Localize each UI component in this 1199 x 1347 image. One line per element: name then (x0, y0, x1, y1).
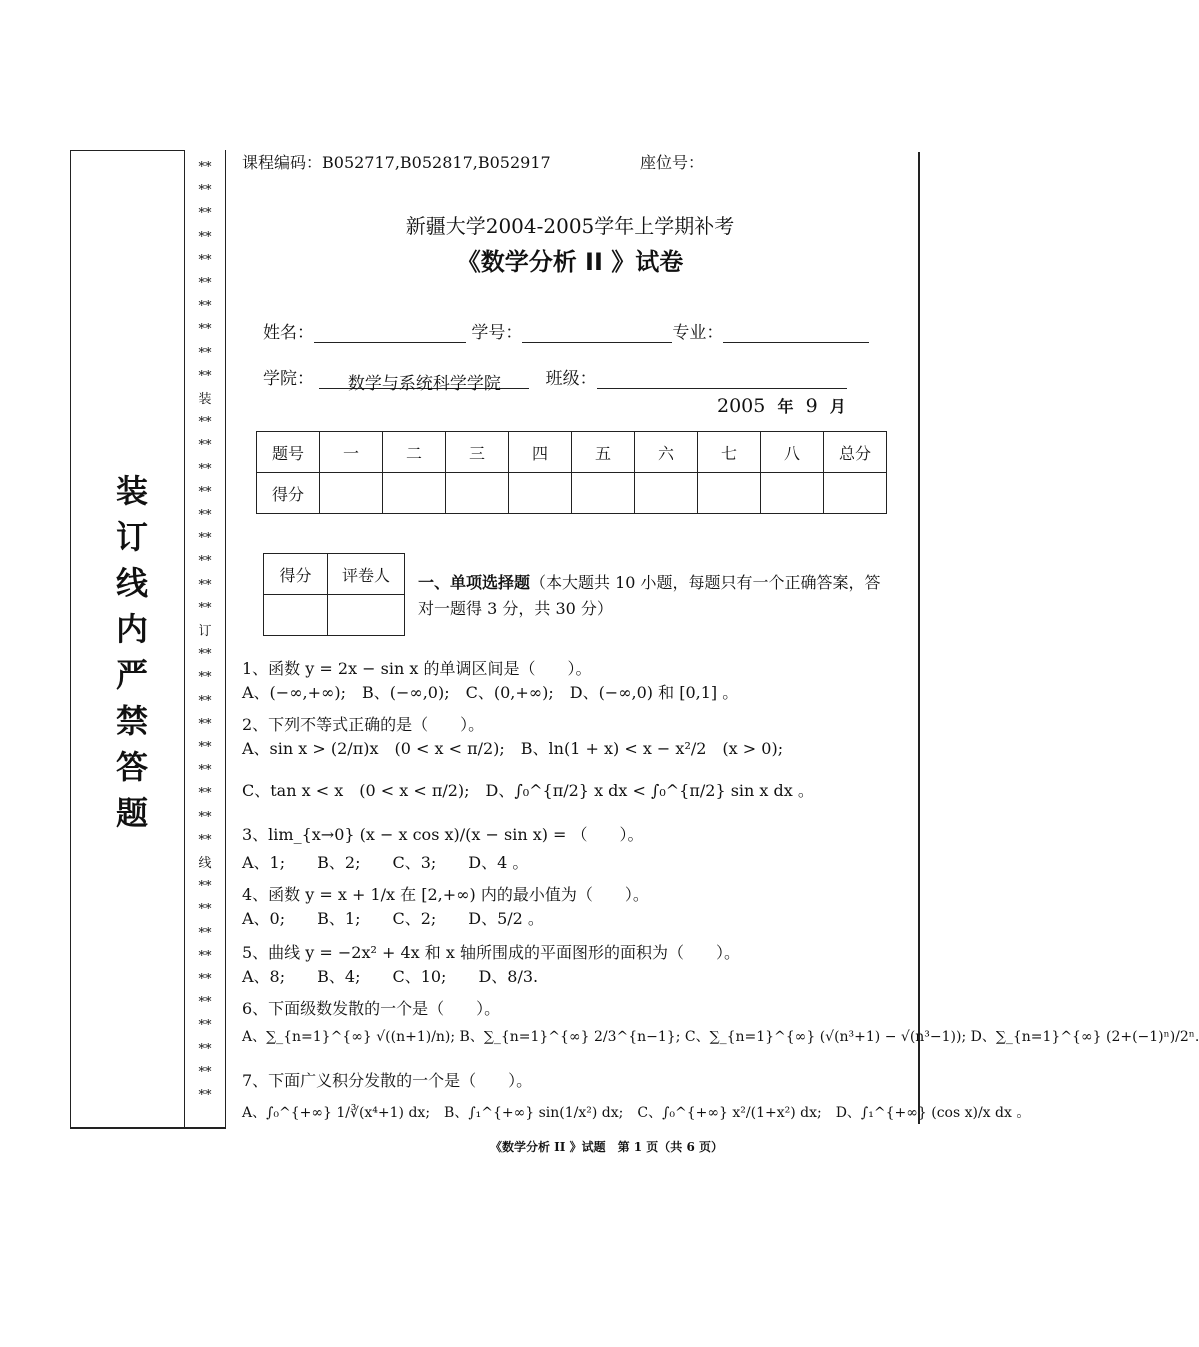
section-1-description: （本大题共 10 小题，每题只有一个正确答案，答对一题得 3 分，共 30 分） (418, 573, 881, 618)
binding-notice (110, 468, 154, 836)
score-table-cell: 五 (572, 432, 635, 473)
binding-mark: ** (198, 508, 212, 523)
score-cell[interactable] (698, 473, 761, 514)
binding-mark: ** (198, 1088, 212, 1103)
binding-mark: ** (198, 322, 212, 338)
score-cell[interactable] (824, 473, 887, 514)
exam-title: 《数学分析 II 》试卷 (456, 248, 684, 276)
score-table-cell: 二 (383, 432, 446, 473)
binding-mark: 装 (198, 392, 212, 407)
month-value: 9 (805, 395, 818, 417)
grader-score-cell[interactable] (264, 595, 328, 636)
major-label: 专业： (672, 323, 724, 343)
question-3-options: A、1; B、2; C、3; D、4 。 (242, 853, 529, 872)
binding-mark: ** (198, 438, 212, 454)
binding-mark: ** (198, 229, 212, 245)
year-value: 2005 (717, 395, 766, 417)
question-2: 2、下列不等式正确的是（ ）。 (242, 715, 485, 734)
class-field[interactable] (597, 369, 847, 389)
grader-name-cell[interactable] (328, 595, 405, 636)
binding-mark: ** (198, 647, 212, 663)
binding-mark: ** (198, 345, 212, 361)
binding-mark: ** (198, 252, 212, 268)
score-cell[interactable] (761, 473, 824, 514)
question-7: 7、下面广义积分发散的一个是（ ）。 (242, 1071, 533, 1090)
question-6: 6、下面级数发散的一个是（ ）。 (242, 999, 501, 1018)
binding-mark: ** (198, 879, 212, 895)
binding-mark: ** (198, 1064, 212, 1080)
binding-mark: ** (198, 531, 212, 547)
binding-mark: ** (198, 484, 212, 500)
college-label: 学院： (263, 369, 314, 389)
student-id-label: 学号： (471, 323, 523, 343)
notice-char: 装 (115, 472, 148, 510)
score-table-score-row (257, 473, 887, 514)
binding-mark: ** (198, 160, 212, 175)
course-code: 课程编码：B052717,B052817,B052917 (242, 153, 551, 172)
question-4-options: A、0; B、1; C、2; D、5/2 。 (242, 909, 544, 928)
binding-mark: ** (198, 832, 212, 848)
binding-mark: ** (198, 1018, 212, 1034)
question-1: 1、函数 y = 2x − sin x 的单调区间是（ ）。 (242, 659, 592, 678)
notice-char: 订 (115, 518, 148, 556)
college-field[interactable] (319, 369, 529, 394)
score-table-cell: 三 (446, 432, 509, 473)
exam-date (717, 394, 846, 417)
question-3: 3、lim_{x→0} (x − x cos x)/(x − sin x) = （ ）。 (242, 825, 644, 844)
binding-mark: ** (198, 577, 212, 593)
binding-mark: ** (198, 600, 212, 616)
question-2-options-ab: A、sin x > (2/π)x (0 < x < π/2); B、ln(1 + x) < x − x²/2 (x > 0); (242, 739, 784, 758)
binding-mark: ** (198, 902, 212, 918)
score-cell[interactable] (572, 473, 635, 514)
score-cell[interactable] (446, 473, 509, 514)
score-table-cell: 题号 (257, 432, 320, 473)
year-unit: 年 (777, 397, 794, 416)
page-footer: 《数学分析 II 》试题 第 1 页（共 6 页） (490, 1140, 723, 1154)
score-table (256, 431, 887, 514)
grader-name-header: 评卷人 (328, 554, 405, 595)
notice-char: 内 (115, 610, 148, 648)
binding-mark: ** (198, 740, 212, 755)
binding-mark: ** (198, 693, 212, 709)
score-table-cell: 总分 (824, 432, 887, 473)
binding-mark: ** (198, 670, 212, 686)
binding-mark: ** (198, 948, 212, 964)
binding-mark: ** (198, 716, 212, 732)
grader-table (263, 553, 405, 636)
binding-marks-column (184, 150, 226, 1128)
score-cell[interactable] (509, 473, 572, 514)
notice-char: 题 (115, 794, 148, 832)
question-6-options: A、∑_{n=1}^{∞} √((n+1)/n); B、∑_{n=1}^{∞} 2/3^{n−1}; C、∑_{n=1}^{∞} (√(n³+1) − √(n³−1)); D、∑_{n=1}^{∞} (2+(−1)ⁿ)/2ⁿ. (242, 1029, 1199, 1045)
college-value: 数学与系统科学学院 (347, 374, 501, 394)
seat-number-label: 座位号： (640, 153, 705, 172)
university-title: 新疆大学2004-2005学年上学期补考 (405, 214, 735, 238)
student-id-field[interactable] (522, 323, 672, 343)
binding-mark: ** (198, 299, 212, 315)
score-table-cell: 四 (509, 432, 572, 473)
month-unit: 月 (829, 397, 846, 416)
question-2-options-cd: C、tan x < x (0 < x < π/2); D、∫₀^{π/2} x dx < ∫₀^{π/2} sin x dx 。 (242, 781, 814, 800)
binding-bottom-rule (70, 1127, 226, 1129)
score-cell[interactable] (320, 473, 383, 514)
major-field[interactable] (723, 323, 869, 343)
score-table-cell: 一 (320, 432, 383, 473)
score-row-label: 得分 (257, 473, 320, 514)
right-margin-rule (918, 152, 920, 1124)
question-7-options: A、∫₀^{+∞} 1/∛(x⁴+1) dx; B、∫₁^{+∞} sin(1/x²) dx; C、∫₀^{+∞} x²/(1+x²) dx; D、∫₁^{+∞} (cos x)/x dx 。 (242, 1105, 1031, 1121)
question-5: 5、曲线 y = −2x² + 4x 和 x 轴所围成的平面图形的面积为（ ）。 (242, 943, 740, 962)
question-4: 4、函数 y = x + 1/x 在 [2,+∞) 内的最小值为（ ）。 (242, 885, 649, 904)
binding-mark: ** (198, 995, 212, 1011)
binding-mark: ** (198, 554, 212, 570)
binding-mark: ** (198, 925, 212, 941)
notice-char: 严 (115, 656, 148, 694)
binding-mark: ** (198, 1041, 212, 1057)
binding-mark: ** (198, 183, 212, 199)
section-1-title (418, 570, 888, 622)
notice-char: 线 (115, 564, 148, 602)
binding-mark: ** (198, 972, 212, 987)
score-table-cell: 六 (635, 432, 698, 473)
grader-score-header: 得分 (264, 554, 328, 595)
binding-mark: ** (198, 809, 212, 825)
binding-mark: ** (198, 206, 212, 222)
binding-mark: ** (198, 461, 212, 477)
name-field[interactable] (314, 323, 466, 343)
question-5-options: A、8; B、4; C、10; D、8/3. (242, 967, 539, 986)
score-table-cell: 八 (761, 432, 824, 473)
score-table-cell: 七 (698, 432, 761, 473)
binding-mark: ** (198, 786, 212, 802)
binding-mark: ** (198, 763, 212, 779)
score-cell[interactable] (635, 473, 698, 514)
class-label: 班级： (545, 369, 597, 389)
section-1-heading: 一、单项选择题 (418, 573, 531, 592)
binding-mark: ** (198, 368, 212, 384)
info-row-1 (263, 318, 869, 343)
score-cell[interactable] (383, 473, 446, 514)
info-row-2 (263, 364, 847, 394)
binding-mark: 订 (198, 624, 212, 639)
binding-mark: 线 (198, 856, 212, 871)
notice-char: 答 (115, 748, 148, 786)
notice-char: 禁 (115, 702, 148, 740)
binding-mark: ** (198, 415, 212, 431)
score-table-header-row (257, 432, 887, 473)
name-label: 姓名： (263, 323, 314, 343)
binding-mark: ** (198, 276, 212, 291)
question-1-options: A、(−∞,+∞); B、(−∞,0); C、(0,+∞); D、(−∞,0) 和 [0,1] 。 (242, 683, 739, 702)
